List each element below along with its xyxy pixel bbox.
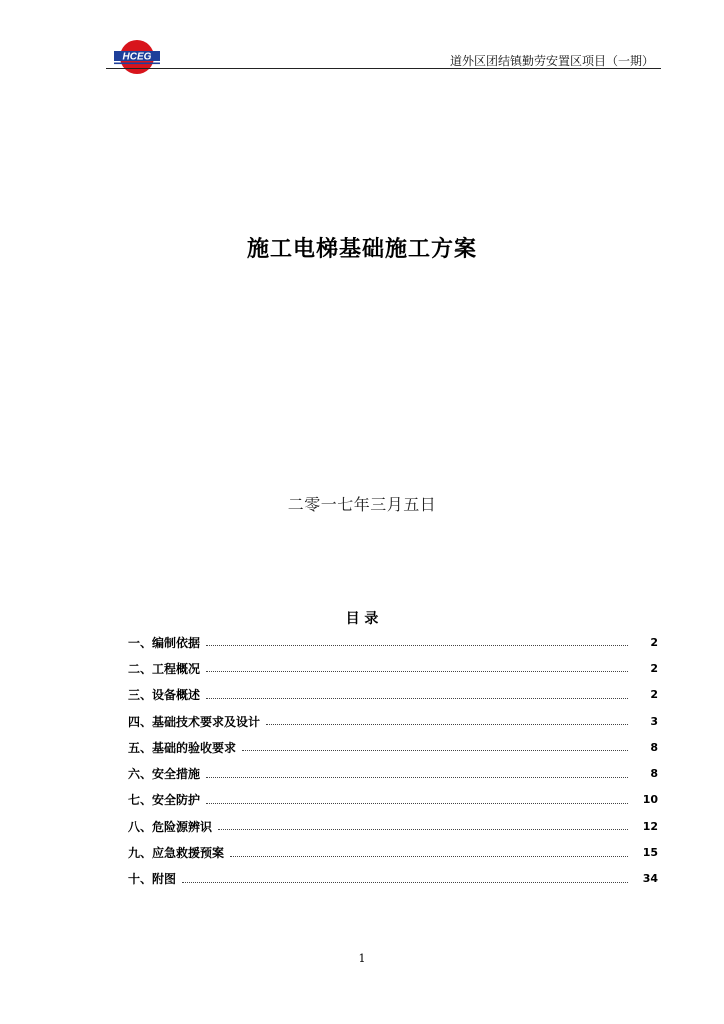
toc-entry-page: 15 <box>642 846 658 860</box>
logo-text: HCEG <box>122 51 152 63</box>
toc-entry-page: 10 <box>642 793 658 807</box>
toc-leader-dots <box>182 881 628 883</box>
document-date: 二零一七年三月五日 <box>287 495 437 514</box>
toc-entry-page: 8 <box>650 767 658 781</box>
toc-entry-page: 12 <box>642 819 658 833</box>
toc-entry-label: 四、基础技术要求及设计 <box>128 714 261 729</box>
toc-entry[interactable] <box>128 839 658 865</box>
toc-entry-label: 十、附图 <box>128 872 177 887</box>
toc-leader-dots <box>206 802 628 804</box>
toc-entry-label: 八、危险源辨识 <box>128 819 213 834</box>
toc-entry[interactable] <box>128 655 658 681</box>
toc-entry-label: 三、设备概述 <box>128 688 201 703</box>
header-project-name: 道外区团结镇勤劳安置区项目（一期） <box>449 54 654 68</box>
toc-leader-dots <box>206 776 628 778</box>
toc-entry-label: 七、安全防护 <box>128 793 201 808</box>
toc-entry-label: 六、安全措施 <box>128 767 201 782</box>
page-number: 1 <box>358 952 366 965</box>
toc-leader-dots <box>242 749 628 751</box>
toc-entry-label: 五、基础的验收要求 <box>128 740 237 755</box>
toc-entry-page: 2 <box>650 635 658 649</box>
toc-entry[interactable] <box>128 760 658 786</box>
toc-entry-page: 8 <box>650 740 658 754</box>
header-rule <box>106 68 661 69</box>
toc-leader-dots <box>206 644 628 646</box>
toc-entry[interactable] <box>128 866 658 892</box>
toc-entry[interactable] <box>128 629 658 655</box>
toc-entry-page: 2 <box>650 688 658 702</box>
toc-entry[interactable] <box>128 734 658 760</box>
hceg-logo <box>112 37 162 77</box>
document-title: 施工电梯基础施工方案 <box>246 237 477 262</box>
toc-entry-page: 3 <box>650 714 658 728</box>
toc-leader-dots <box>218 828 628 830</box>
toc-entry[interactable] <box>128 813 658 839</box>
toc-leader-dots <box>206 670 628 672</box>
toc-entry[interactable] <box>128 787 658 813</box>
table-of-contents <box>128 629 658 892</box>
toc-leader-dots <box>206 697 628 699</box>
toc-entry-label: 九、应急救援预案 <box>128 846 225 861</box>
toc-entry-page: 2 <box>650 661 658 675</box>
toc-entry-label: 一、编制依据 <box>128 635 201 650</box>
toc-leader-dots <box>266 723 628 725</box>
toc-leader-dots <box>230 855 628 857</box>
toc-entry-page: 34 <box>642 872 658 886</box>
toc-entry[interactable] <box>128 682 658 708</box>
toc-entry[interactable] <box>128 708 658 734</box>
toc-entry-label: 二、工程概况 <box>128 661 201 676</box>
toc-heading: 目 录 <box>345 611 379 627</box>
